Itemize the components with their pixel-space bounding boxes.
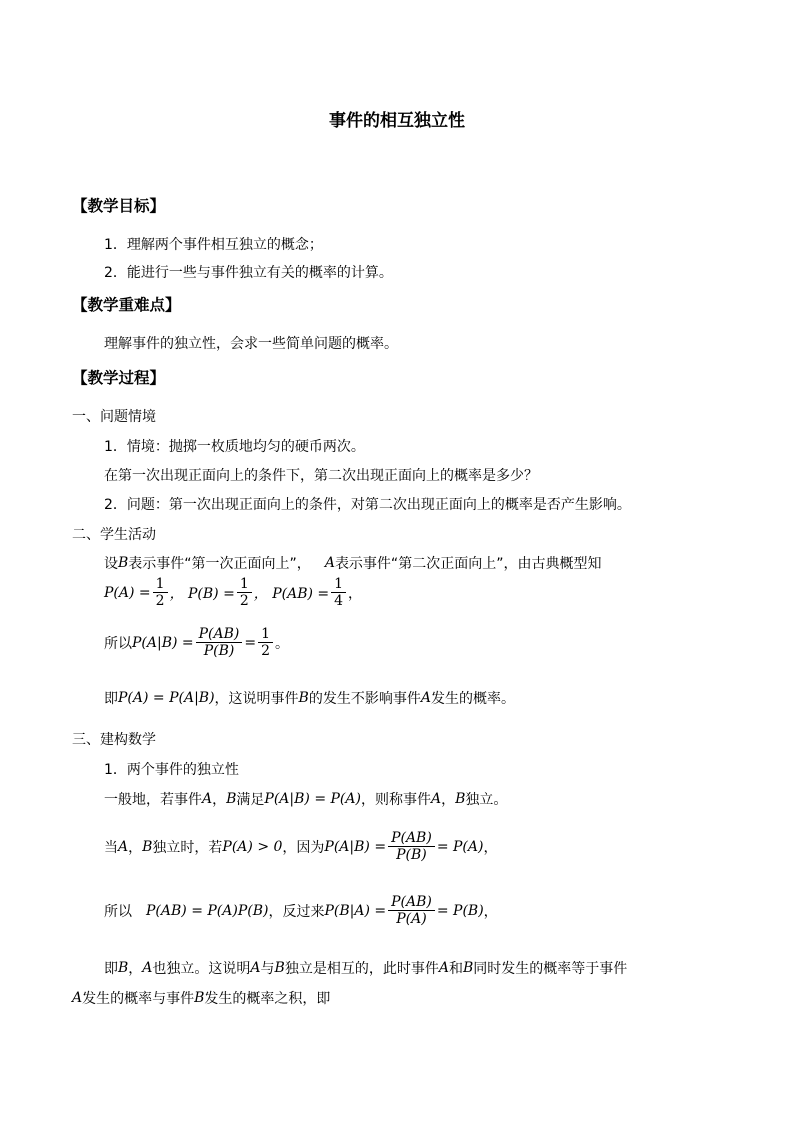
text: 和 [448,961,463,977]
var-b: B [118,960,129,976]
text: 表示事件“第一次正面向上”， [128,556,311,572]
part3-line5 [72,988,794,1008]
part3-heading: 三、建构数学 [72,732,156,748]
text: 同时发生的概率等于事件 [473,961,628,977]
key-points-text: 理解事件的独立性，会求一些简单问题的概率。 [104,336,398,352]
expr-pa: P(A) = [104,584,151,601]
var-a: A [72,990,83,1006]
var-a: A [430,791,442,807]
frac-pab-pb: $\frac{P(AB)}{P(B)}$ [196,626,243,659]
frac-half: $\frac{1}{2}$ [237,576,252,609]
var-a: A [420,690,431,706]
comma: ， [348,585,363,602]
part3-line3 [104,894,794,927]
part2-line1 [104,553,794,573]
var-b: B [118,555,129,571]
objective-2: 2．能进行一些与事件独立有关的概率的计算。 [104,265,393,281]
var-b: B [455,791,466,807]
expr-pab: ， P(AB) = [253,585,330,602]
sep: ， [128,961,143,977]
text: 即 [104,691,118,707]
text: 表示事件“第二次正面向上”，由古典概型知 [334,556,602,572]
text: ，则称事件 [360,792,431,808]
text: 所以 [104,903,132,920]
frac-quarter: $\frac{1}{4}$ [331,576,346,609]
frac-pab-pa: $\frac{P(AB)}{P(A)}$ [388,894,435,927]
var-b: B [298,690,309,706]
var-a: A [438,960,449,976]
expr: P(AB) = P(A)P(B) [146,902,269,919]
expr: P(A) > 0 [222,838,283,855]
text: ，反过来 [268,903,325,920]
part2-heading: 二、学生活动 [72,527,156,543]
expr: P(A|B) = P(A) [264,791,361,807]
text: 所以 [104,635,132,652]
part2-ji [104,688,794,708]
text: 即 [104,961,118,977]
sep: ， [128,839,143,856]
text: 与 [260,961,275,977]
comma: ， [483,903,498,920]
var-b: B [462,960,474,976]
key-points-heading: 【教学重难点】 [72,296,181,314]
expr: = P(A) [436,838,484,855]
part2-so [104,626,794,659]
frac-pab-pb: $\frac{P(AB)}{P(B)}$ [388,830,435,863]
var-b: B [194,990,205,1006]
var-b: B [142,838,153,855]
part3-line4 [104,958,794,978]
sep: ， [212,792,227,808]
var-a: A [324,555,335,571]
process-heading: 【教学过程】 [72,369,166,387]
text: 发生的概率与事件 [82,991,195,1007]
var-a: A [142,960,153,976]
text: ，这说明事件 [214,691,299,707]
expr-pb: ， P(B) = [169,585,235,602]
text: ，因为 [282,839,325,856]
comma: ， [483,839,498,856]
page-title: 事件的相互独立性 [329,111,465,131]
sep: ， [441,792,456,808]
var-a: A [118,838,129,855]
text: 当 [104,839,118,856]
part1-line2: 在第一次出现正面向上的条件下，第二次出现正面向上的概率是多少？ [104,468,538,484]
var-b: B [274,960,285,976]
objectives-heading: 【教学目标】 [72,197,166,215]
expr-pab-cond: P(A|B) = [132,634,194,651]
text: 独立是相互的，此时事件 [284,961,439,977]
text: 也独立。这说明 [152,961,251,977]
text: 发生的概率之积，即 [204,991,331,1007]
part3-line1 [104,789,794,809]
part1-line3: 2．问题：第一次出现正面向上的条件，对第二次出现正面向上的概率是否产生影响。 [104,497,631,513]
expr: P(B|A) = [324,902,387,919]
part2-probabilities [104,576,794,609]
text: 满足 [236,792,265,808]
eq: = [244,634,257,651]
text: 一般地，若事件 [104,792,202,808]
part3-sub1: 1．两个事件的独立性 [104,762,239,778]
expr: P(A) = P(A|B) [118,690,215,706]
frac-half: $\frac{1}{2}$ [153,576,168,609]
text: 的发生不影响事件 [308,691,421,707]
period: 。 [275,635,290,652]
expr: = P(B) [436,902,484,919]
var-b: B [226,791,237,807]
text: 设 [104,556,118,572]
objective-1: 1．理解两个事件相互独立的概念； [104,237,323,253]
part1-heading: 一、问题情境 [72,409,156,425]
part1-line1: 1．情境：抛掷一枚质地均匀的硬币两次。 [104,439,365,455]
text: 独立时，若 [152,839,223,856]
expr: P(A|B) = [324,838,387,855]
var-a: A [202,791,213,807]
text: 发生的概率。 [430,691,515,707]
text: 独立。 [465,792,508,808]
frac-half: $\frac{1}{2}$ [258,626,273,659]
var-a: A [250,960,261,976]
part3-line2 [104,830,794,863]
